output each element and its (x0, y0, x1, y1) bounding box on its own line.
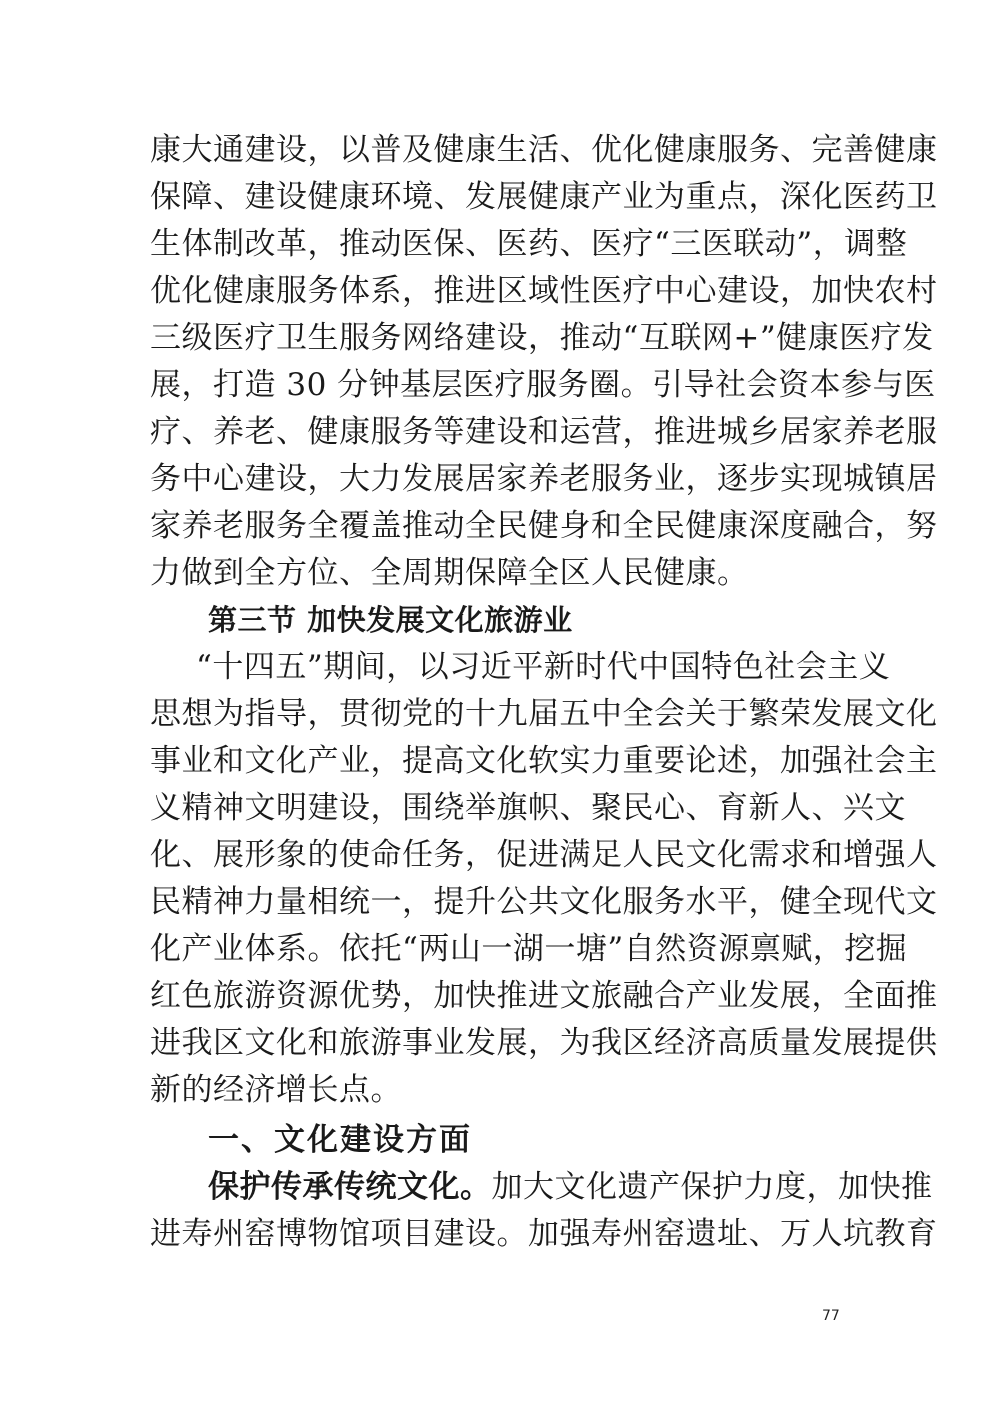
paragraph-line: 化产业体系。依托“两山一湖一塘”自然资源禀赋，挖掘 (150, 931, 908, 967)
paragraph-line: 义精神文明建设，围绕举旗帜、聚民心、育新人、兴文 (150, 790, 906, 826)
paragraph-line: 务中心建设，大力发展居家养老服务业，逐步实现城镇居 (150, 461, 938, 497)
paragraph-line: 三级医疗卫生服务网络建设，推动“互联网+”健康医疗发 (150, 320, 934, 356)
paragraph-text: 加大文化遗产保护力度，加快推 (491, 1169, 933, 1205)
subsection-heading: 一、文化建设方面 (208, 1122, 472, 1158)
paragraph-line: 红色旅游资源优势，加快推进文旅融合产业发展，全面推 (150, 978, 938, 1014)
paragraph-line: 展，打造 30 分钟基层医疗服务圈。引导社会资本参与医 (150, 367, 936, 403)
paragraph-line: 生体制改革，推动医保、医药、医疗“三医联动”，调整 (150, 226, 908, 262)
paragraph-line: “十四五”期间，以习近平新时代中国特色社会主义 (196, 649, 891, 685)
paragraph-line: 思想为指导，贯彻党的十九届五中全会关于繁荣发展文化 (150, 696, 938, 732)
section-heading: 第三节 加快发展文化旅游业 (208, 603, 573, 637)
paragraph-line: 家养老服务全覆盖推动全民健身和全民健康深度融合，努 (150, 508, 938, 544)
paragraph-line: 保障、建设健康环境、发展健康产业为重点，深化医药卫 (150, 179, 938, 215)
paragraph-line (208, 1165, 933, 1209)
paragraph-line: 化、展形象的使命任务，促进满足人民文化需求和增强人 (150, 837, 938, 873)
paragraph-line: 康大通建设，以普及健康生活、优化健康服务、完善健康 (150, 132, 938, 168)
paragraph-line: 疗、养老、健康服务等建设和运营，推进城乡居家养老服 (150, 414, 938, 450)
paragraph-line: 新的经济增长点。 (150, 1072, 402, 1108)
paragraph-lead: 保护传承传统文化。 (208, 1169, 492, 1205)
paragraph-line: 优化健康服务体系，推进区域性医疗中心建设，加快农村 (150, 273, 938, 309)
paragraph-line: 事业和文化产业，提高文化软实力重要论述，加强社会主 (150, 743, 938, 779)
paragraph-line: 力做到全方位、全周期保障全区人民健康。 (150, 555, 749, 591)
page-number: 77 (822, 1308, 840, 1324)
paragraph-line: 进我区文化和旅游事业发展，为我区经济高质量发展提供 (150, 1025, 938, 1061)
paragraph-line: 民精神力量相统一，提升公共文化服务水平，健全现代文 (150, 884, 938, 920)
paragraph-line: 进寿州窑博物馆项目建设。加强寿州窑遗址、万人坑教育 (150, 1216, 938, 1252)
